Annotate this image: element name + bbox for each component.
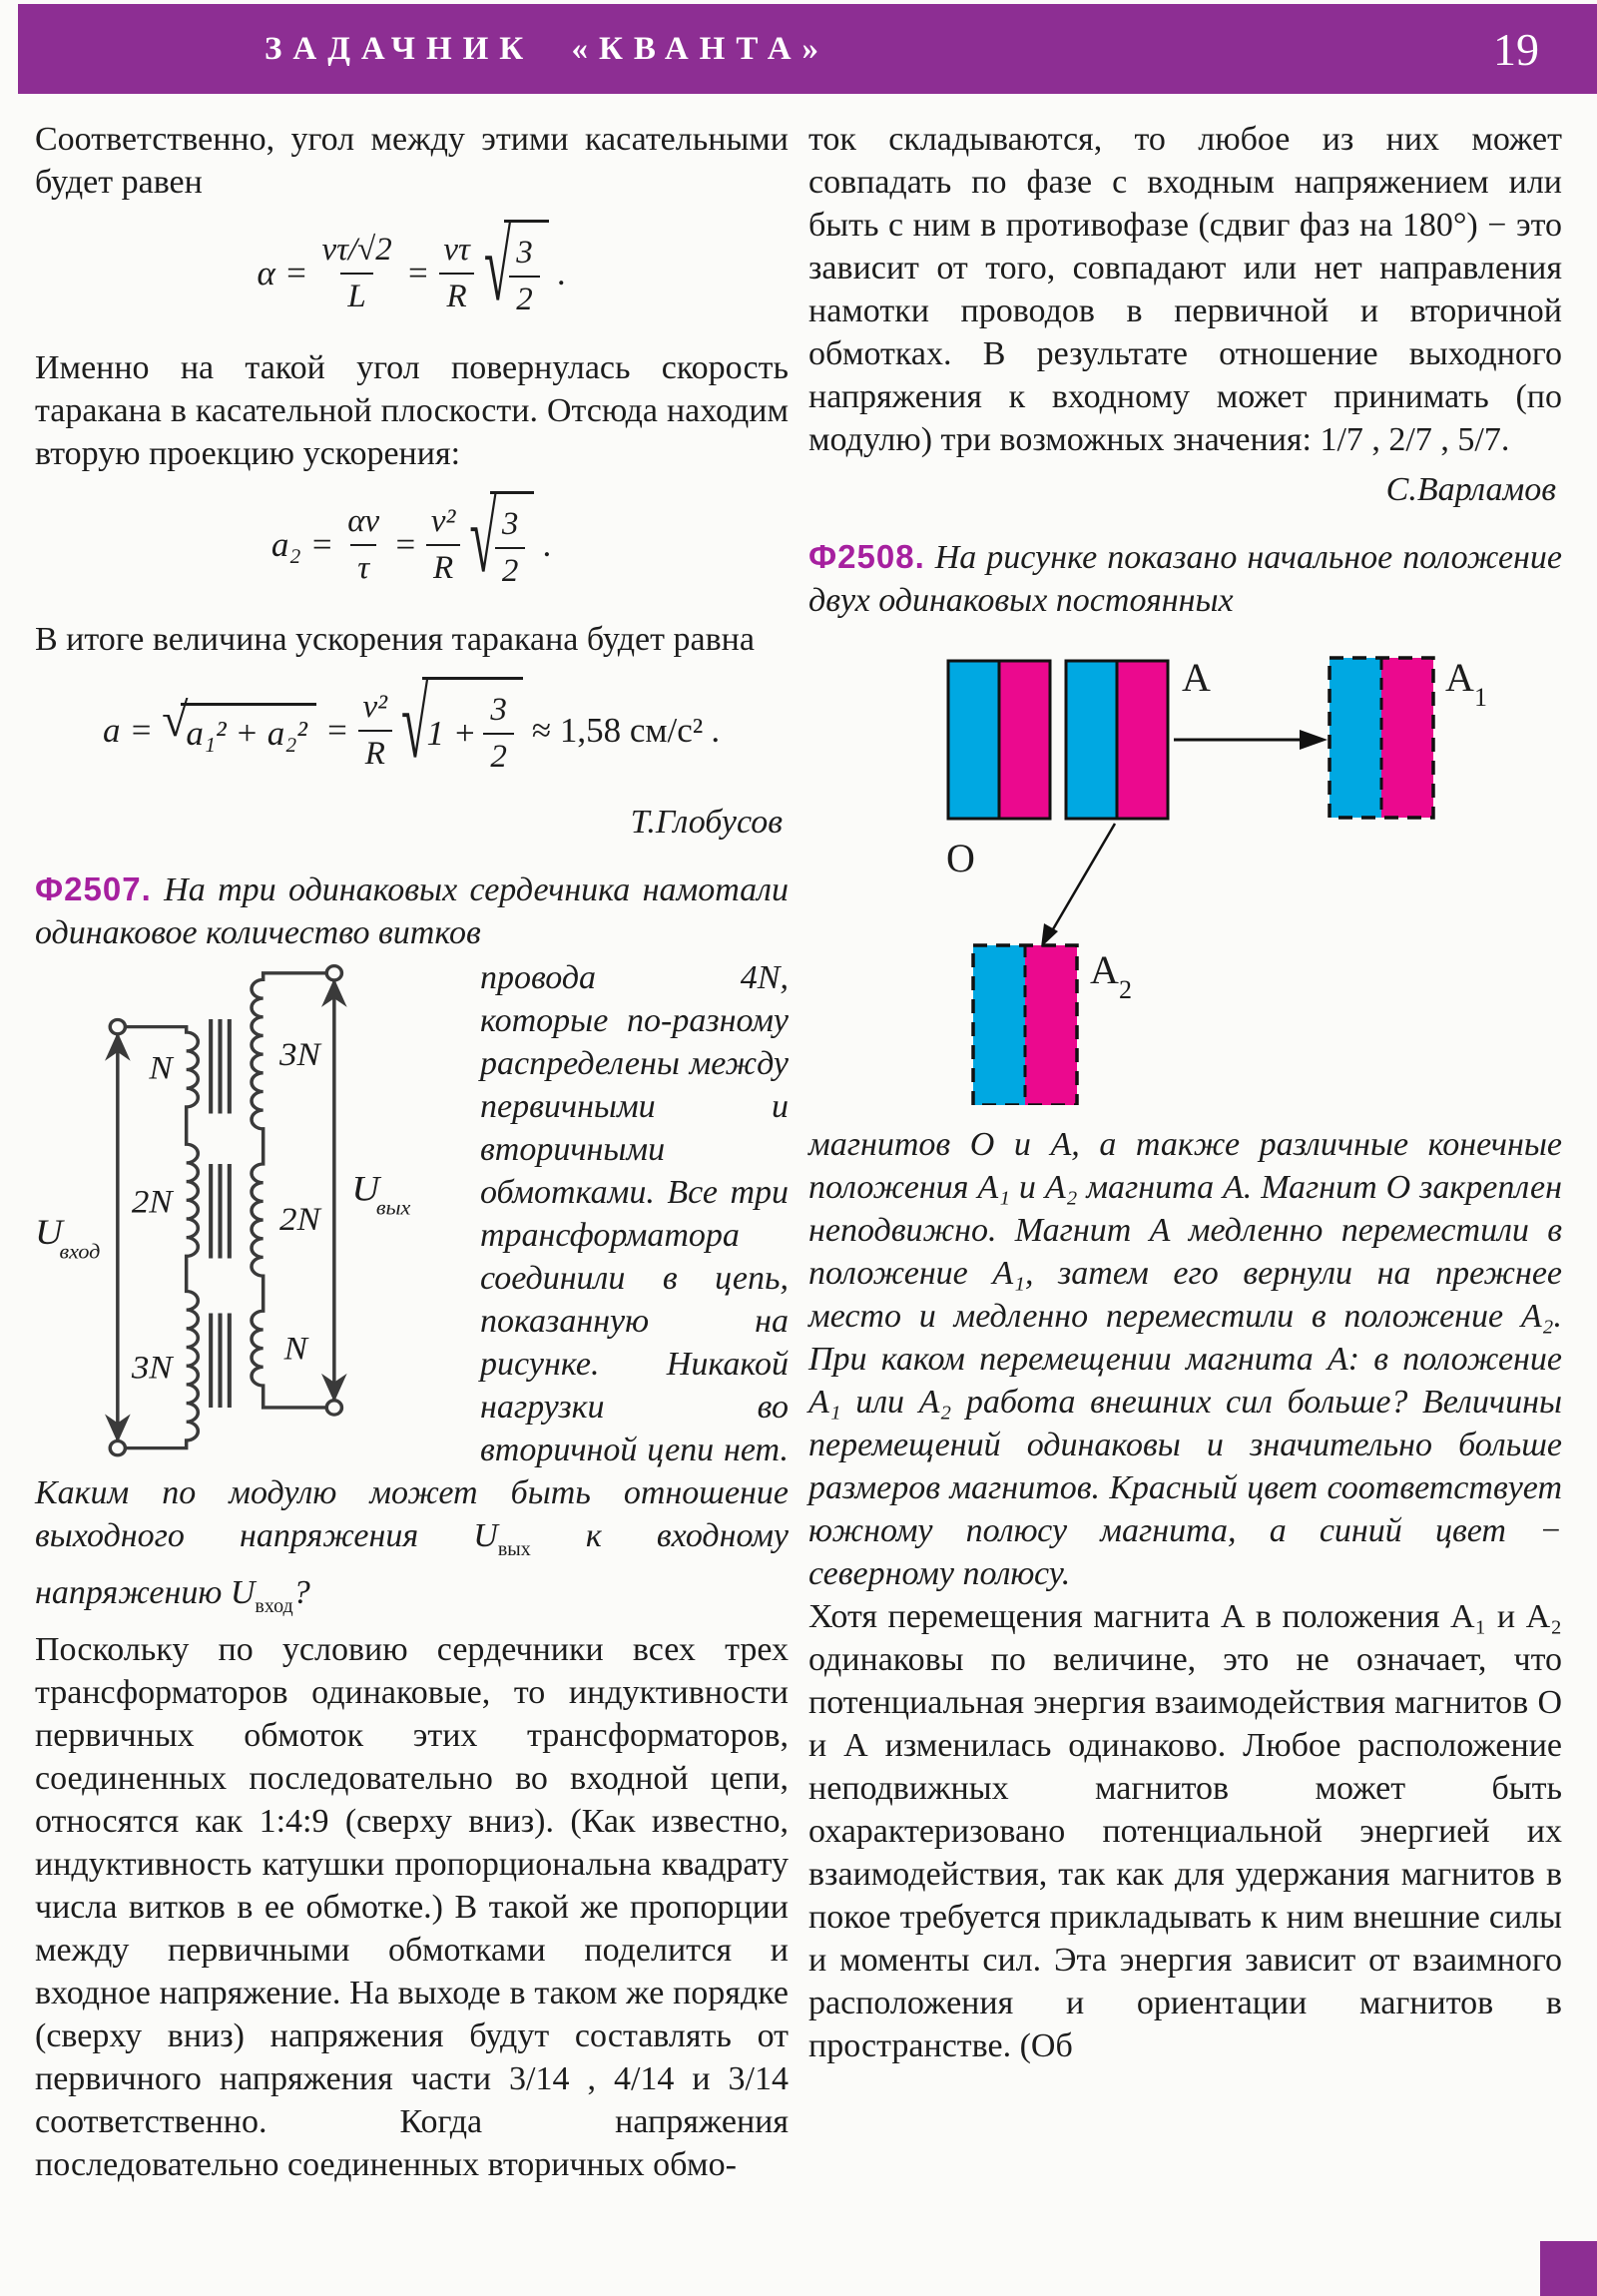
magnet-a1: [1330, 658, 1433, 818]
primary-coil-label: 2N: [131, 1184, 173, 1221]
fraction: $\frac{v\tau/√2}{L}$: [321, 231, 392, 314]
output-voltage-subscript: вых: [375, 1196, 411, 1220]
approx-value: ≈ 1,58 см/с²: [531, 710, 704, 750]
fraction: $\frac{3}{2}$: [483, 692, 514, 776]
magnets-figure: [878, 636, 1577, 1105]
radical: √ $\frac{3}{2}$: [484, 220, 549, 326]
equals-sign: =: [283, 253, 308, 292]
radical: √ 1 + $\frac{3}{2}$: [401, 677, 523, 784]
paragraph-turn-angle: Именно на такой угол повернулась скорость таракана в касательной плоскости. Отсюда находим вторую проекцию ускорения:: [35, 349, 789, 472]
formula-a2: [35, 481, 789, 598]
solution-paragraph: Хотя перемещения магнита А в положения А₁ и А₂ одинаковы по величине, это не означает, что потенциальная энергия взаимодействия магнитов О и А изменилась одинаково. Любое расположение неподвижных магнитов может быть охарактеризовано потенциальной энергией их взаимодействия, так как для удержания магнитов в покое требуется прикладывать к ним внешние силы и моменты сил. Эта энергия зависит от взаимного расположения и ориентации магнитов в пространстве. (Об: [808, 1598, 1562, 2064]
secondary-coil-label: 3N: [279, 1036, 320, 1073]
formula-lhs: a: [102, 710, 121, 750]
equals-sign: =: [129, 710, 154, 750]
magnet-o-label: O: [946, 836, 975, 880]
page-header: [18, 4, 1597, 94]
problem-body: магнитов О и А, а также различные конечные положения А₁ и А₂ магнита А. Магнит О закреплен неподвижно. Магнит А медленно переместили в положение А₁, затем его вернули на прежнее место и медленно переместили в положение А₂. При каком перемещении магнита А: в положение А₁ или А₂ работа внешних сил больше? Величины перемещений одинаковы и значительно больше размеров магнитов. Красный цвет соответствует южному полюсу магнита, а синий цвет − северному полюсу.: [808, 1126, 1562, 1592]
right-column: [808, 118, 1562, 2186]
section-title: ЗАДАЧНИК «КВАНТА»: [264, 30, 830, 67]
period: .: [543, 524, 553, 564]
paragraph-total: В итоге величина ускорения таракана будет равна: [35, 621, 755, 658]
fraction: $\frac{\text{v²}}{R}$: [426, 503, 461, 587]
magnet-a-label: A: [1182, 655, 1211, 700]
output-voltage-label: U: [351, 1169, 380, 1209]
paragraph-intro-angle: Соответственно, угол между этими касательными будет равен: [35, 121, 789, 201]
text-columns: [35, 118, 1562, 2186]
period: .: [712, 710, 722, 750]
secondary-coil-label: 2N: [279, 1201, 320, 1238]
page-number: 19: [1493, 23, 1539, 75]
fraction: $\frac{v\tau}{R}$: [438, 232, 474, 315]
terminal-icon: [326, 1401, 341, 1415]
arrow-to-a2: [1041, 824, 1115, 947]
author-signature: С.Варламов: [1385, 471, 1556, 508]
radical: √ $\frac{3}{2}$: [469, 491, 534, 598]
paragraph-continuation: ток складываются, то любое из них может совпадать по фазе с входным напряжением или быть с ним в противофазе (сдвиг фаз на 180°) − это зависит от того, совпадают или нет направления намотки проводов в первичной и вторичной обмотках. В результате отношение выходного напряжения к входному может принимать (по модулю) три возможных значения: 1/7 , 2/7 , 5/7.: [808, 121, 1562, 458]
left-column: [35, 118, 789, 2186]
equals-sign: =: [309, 524, 334, 564]
terminal-icon: [110, 1440, 125, 1454]
magnet-o: [948, 661, 1050, 819]
fraction: $\frac{\alpha v}{\tau}$: [347, 502, 380, 586]
solution-paragraph: Поскольку по условию сердечники всех трех трансформаторов одинаковые, то индуктивности первичных обмоток этих трансформаторов, соединенных последовательно во входной цепи, относятся как 1:4:9 (сверху вниз). (Как известно, индуктивность катушки пропорциональна квадрату числа витков в ее обмотке.) В такой же пропорции между первичными обмотками поделится и входное напряжение. На выходе в таком же порядке (сверху вниз) напряжения будут составлять от первичного напряжения части 3/14 , 4/14 и 3/14 соответственно. Когда напряжения последовательно соединенных вторичных обмо-: [35, 1631, 789, 2183]
formula-lhs: a₂: [270, 524, 301, 564]
magnet-a2: [973, 945, 1077, 1105]
magnet-a1-subscript: 1: [1474, 683, 1487, 712]
radical: √ a₁² + a₂²: [162, 703, 316, 758]
problem-number: Ф2508.: [808, 538, 925, 575]
fraction: $\frac{\text{v²}}{R}$: [358, 689, 393, 773]
problem-intro: Ф2508. На рисунке показано начальное положение двух одинаковых постоянных: [808, 538, 1562, 619]
magnet-a: [1066, 661, 1168, 819]
arrow-to-a1: [1174, 730, 1328, 750]
primary-coil-label: N: [149, 1050, 173, 1087]
equals-sign: =: [393, 524, 417, 564]
transformer-circuit-figure: [35, 964, 454, 1463]
problem-f2508: [808, 535, 1562, 1595]
terminal-icon: [110, 1019, 125, 1033]
corner-decoration: [1540, 2241, 1597, 2296]
input-voltage-label: U: [35, 1213, 63, 1253]
secondary-coil-label: N: [283, 1331, 308, 1368]
author-signature: Т.Глобусов: [630, 804, 783, 841]
magnet-a2-label: A: [1090, 947, 1119, 992]
problem-f2507: [35, 867, 789, 1628]
equals-sign: =: [405, 253, 430, 292]
u-in-variable: $U_{вход}$: [230, 1574, 293, 1617]
formula-lhs: α: [257, 253, 275, 292]
formula-total-acceleration: [35, 667, 789, 784]
u-out-variable: $U_{вых}$: [473, 1517, 531, 1560]
input-voltage-subscript: вход: [59, 1240, 101, 1264]
problem-intro: Ф2507. На три одинаковых сердечника намотали одинаковое количество витков: [35, 870, 790, 951]
formula-alpha: [35, 210, 789, 326]
primary-coil-label: 3N: [131, 1350, 173, 1387]
fraction: $\frac{3}{2}$: [495, 506, 526, 590]
problem-number: Ф2507.: [35, 870, 152, 907]
magnet-a2-subscript: 2: [1119, 975, 1132, 1004]
period: .: [557, 253, 567, 292]
magnet-a1-label: A: [1445, 655, 1474, 700]
equals-sign: =: [324, 710, 349, 750]
terminal-icon: [326, 966, 341, 980]
fraction: $\frac{3}{2}$: [509, 235, 540, 318]
problem-body: N 2N 3N 3N 2N N U вход U вых провода 4N, которые по-разному распределены между первичными и вторичными обмотками. Все три трансформатора соединили в цепь, показанную на рисунке. Никакой нагрузки во вторичной цепи нет. Каким по модулю может быть отношение выходного напряжения $U_{вых}$ к входному напряжению $U_{вход}$?: [35, 959, 789, 1617]
